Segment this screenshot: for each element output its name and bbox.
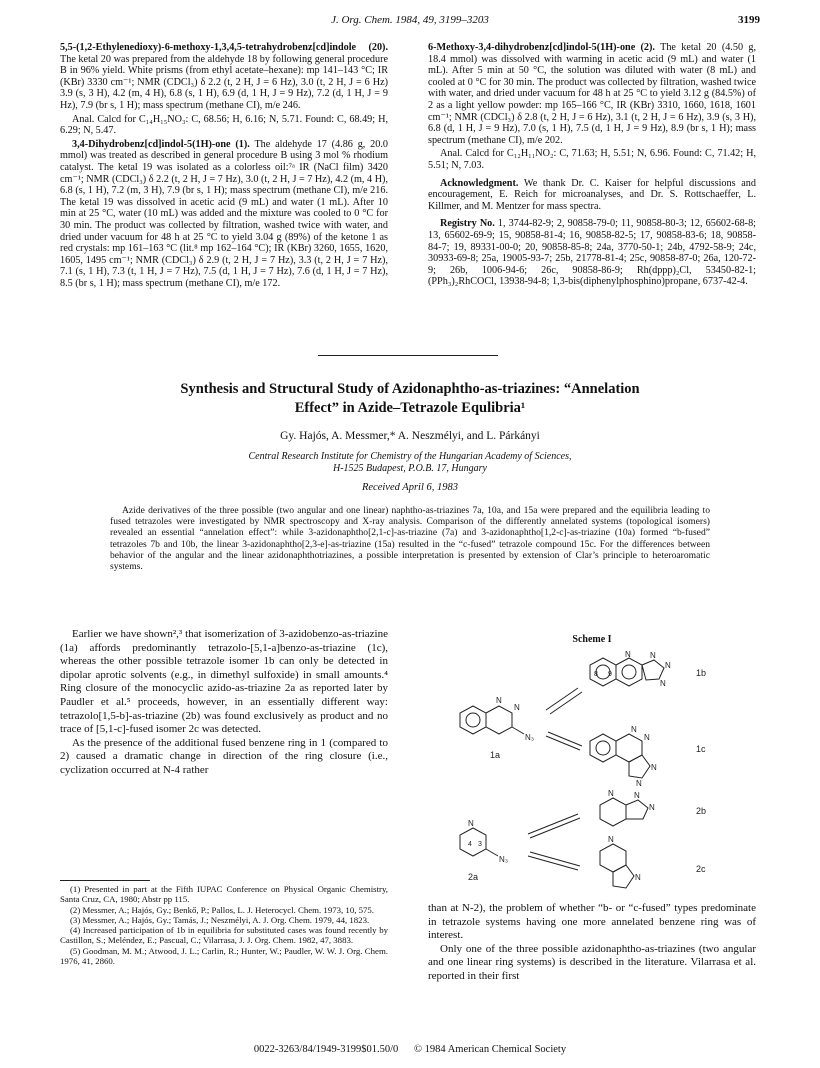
article-code: 0022-3263/84/1949-3199$01.50/0 <box>253 1044 399 1055</box>
compound-2-heading: 6-Methoxy-3,4-dihydrobenz[cd]indol-5(1H)-one (2). <box>428 42 655 53</box>
ring-number-9: 9 <box>608 671 612 678</box>
atom-n: N <box>625 650 631 659</box>
atom-n: N <box>468 819 474 828</box>
authors: Gy. Hajós, A. Messmer,* A. Neszmélyi, and L. Párkányi <box>280 430 540 442</box>
equilibrium-arrows-2 <box>528 814 580 870</box>
registry-heading: Registry No. <box>440 218 495 230</box>
azide-group: N₃ <box>525 733 535 742</box>
ring-number-3: 3 <box>478 841 482 848</box>
atom-n: N <box>635 873 641 882</box>
triazine-ring <box>616 658 642 686</box>
equilibrium-arrow <box>546 688 578 710</box>
tetrazole-ring <box>626 800 648 819</box>
atom-n: N <box>650 651 656 660</box>
atom-n: N <box>631 725 637 734</box>
footnote-3: (3) Messmer, A.; Hajós, Gy.; Tamás, J.; Neszmélyi, A. J. Org. Chem. 1979, 44, 1823. <box>70 914 370 925</box>
azide-group: N₃ <box>499 855 509 864</box>
atom-n: N <box>514 703 520 712</box>
triazine-ring <box>460 828 486 856</box>
experimental-column-right <box>428 42 756 290</box>
atom-n: N <box>660 679 666 688</box>
atom-n: N <box>634 791 640 800</box>
structure-1b <box>590 650 706 688</box>
structure-2a <box>460 819 508 882</box>
body-paragraph-3: than at N-2), the problem of whether “b- or “c-fused” types predominate in tetrazole systems having one more annelated benzene ring was of interest. <box>428 902 756 942</box>
atom-n: N <box>608 835 614 844</box>
scheme-1 <box>428 634 756 896</box>
affiliation-line-1: Central Research Institute for Chemistry of the Hungarian Academy of Sciences, <box>248 451 572 462</box>
footnote-1: (1) Presented in part at the Fifth IUPAC Conference on Physical Organic Chemistry, Santa Cruz, CA, 1980; Abstr pp 115. <box>60 884 388 905</box>
footnote-5: (5) Goodman, M. M.; Atwood, J. L.; Carlin, R.; Hunter, W.; Paudler, W. W. J. Org. Chem. 1976, 41, 2860. <box>60 945 388 967</box>
label-2a: 2a <box>468 872 479 882</box>
compound-20-text: The ketal 20 was prepared from the aldehyde 18 by following general procedure B in 96% yield. White prisms (from ethyl acetate–hexane): mp 141–143 °C; IR (KBr) 3330 cm⁻¹; NMR (CDCl₃) δ 2.2 (t, 2 H, J = 6 Hz), 3.0 (t, 2 H, J = 6 Hz) 3.9 (s, 3 H), 4.2 (m, 4 H), 6.8 (s, 1 H), 6.9 (d, 1 H, J = 9 Hz), 7.2 (d, 1 H, J = 9 Hz), 7.9 (br s, 1 H); mass spectrum (methane CI), m/e 246. <box>60 53 388 111</box>
triazine-ring <box>616 734 642 762</box>
body-column-left <box>60 628 388 778</box>
footnotes <box>60 884 388 966</box>
page-footer <box>60 1044 760 1055</box>
equilibrium-arrows-1 <box>546 688 582 750</box>
compound-1-heading: 3,4-Dihydrobenz[cd]indol-5(1H)-one (1). <box>72 138 250 150</box>
affiliation <box>70 451 750 475</box>
atom-n: N <box>496 696 502 705</box>
structure-2b <box>600 789 706 826</box>
received-date: Received April 6, 1983 <box>361 482 459 493</box>
title-line-2: Effect” in Azide–Tetrazole Equlibria¹ <box>294 400 526 416</box>
compound-2-analysis: Anal. Calcd for C₁₂H₁₁NO₂: C, 71.63; H, 5.51; N, 6.96. Found: C, 71.42; H, 5.51; N, 7.03. <box>428 148 756 171</box>
tetrazole-ring <box>613 865 634 888</box>
scheme-structures <box>428 648 756 894</box>
triazine-ring <box>600 798 626 826</box>
label-1c: 1c <box>696 744 706 754</box>
body-column-right <box>428 902 756 984</box>
atom-n: N <box>649 803 655 812</box>
acknowledgment-heading: Acknowledgment. <box>440 177 519 189</box>
registry-text: 1, 3744-82-9; 2, 90858-79-0; 11, 90858-80-3; 12, 65602-68-8; 13, 65602-69-9; 15, 90858-81-4; 16, 90858-82-5; 17, 90858-83-6; 18, 90858-84-7; 19, 89331-00-0; 20, 90858-85-8; 24a, 3770-50-1; 24b, 4792-58-9; 24c, 30933-69-8; 25a, 19005-93-7; 25b, 21778-81-4; 25c, 90858-87-0; 26a, 120-72-9; 26b, 1006-94-6; 26c, 90858-86-9; Rh(dppp)₂Cl, 53450-82-1; (PPh₃)₂RhCOCl, 13938-94-8; 1,3-bis(diphenylphosphino)propane, 6737-42-4. <box>428 218 756 288</box>
azide-bond <box>512 727 524 734</box>
aromatic-circle <box>466 713 480 727</box>
footnote-2: (2) Messmer, A.; Hajós, Gy.; Benkő, P.; Pallos, L. J. Heterocycl. Chem. 1973, 10, 575. <box>70 904 375 915</box>
abstract: Azide derivatives of the three possible (two angular and one linear) naphtho-as-triazines 7a, 10a, and 15a were prepared and the equilibria leading to fused tetrazoles were investigated by NMR spectroscopy and X-ray analysis. Comparison of the differently annelated systems (topological isomers) revealed an essential “annelation effect”: while 3-azidonaphtho[2,1-c]-as-triazine (7a) and 3-azidonaphtho[1,2-c]-as-triazine (10a) formed “b-fused” tetrazoles 7b and 10b, the linear 3-azidonaphtho[2,3-e]-as-triazine (15a) resulted in the “c-fused” tetrazole compound 15c. For the differences between behavior of the angular and the linear azidonaphthotriazines, a possible interpretation is presented by extension of Clar’s principle to heteroaromatic systems. <box>110 505 710 573</box>
equilibrium-arrow <box>528 814 578 834</box>
atom-n: N <box>608 789 614 798</box>
title-line-1: Synthesis and Structural Study of Azidonaphtho-as-triazines: “Annelation <box>180 381 640 397</box>
tetrazole-ring <box>642 660 664 680</box>
tetrazole-ring <box>629 755 650 778</box>
ring-number-8: 8 <box>594 671 598 678</box>
compound-20-analysis: Anal. Calcd for C₁₄H₁₅NO₃: C, 68.56; H, 6.16; N, 5.71. Found: C, 68.49; H, 6.29; N, 5.47. <box>60 113 388 137</box>
label-1a: 1a <box>490 750 501 760</box>
atom-n: N <box>651 763 657 772</box>
scheme-title: Scheme I <box>572 634 612 645</box>
compound-20-heading: 5,5-(1,2-Ethylenedioxy)-6-methoxy-1,3,4,5-tetrahydrobenz[cd]indole (20). <box>60 42 388 53</box>
footnote-rule <box>60 880 150 881</box>
journal-citation: J. Org. Chem. 1984, 49, 3199–3203 <box>331 14 489 26</box>
experimental-column-left <box>60 42 388 291</box>
label-1b: 1b <box>696 668 707 678</box>
aromatic-circle <box>622 665 636 679</box>
body-paragraph-1: Earlier we have shown²,³ that isomerization of 3-azidobenzo-as-triazine (1a) affords predominantly tetrazolo-[5,1-a]benzo-as-triazine (1c), whereas the other possible tetrazole isomer 1b can only be detected in dipolar aprotic solvents (e.g., in dimethyl sulfoxide) in small amounts.⁴ Ring closure of the monocyclic azido-as-triazine 2a as reported later by Paudler et al.⁵ proceeds, however, in an essentially different way: tetrazolo[1,5-b]-as-triazine (2b) was found exclusively as product and no trace of [5,1-c]-fused isomer 2c was detected. <box>60 628 388 736</box>
ring-number-4: 4 <box>468 841 472 848</box>
body-paragraph-2: As the presence of the additional fused benzene ring in 1 (compared to 2) caused a dramatic change in direction of the ring closure (i.e., cyclization occurred at N-4 rather <box>60 736 388 776</box>
benzene-ring <box>590 734 616 762</box>
atom-n: N <box>665 661 671 670</box>
triazine-ring <box>486 706 512 734</box>
equilibrium-arrow <box>530 818 580 838</box>
azide-bond <box>486 849 498 856</box>
footnote-4: (4) Increased participation of 1b in equilibria for substituted cases was found recently by Castillon, S.; Meléndez, E.; Pascual, C.; Vilarrasa, J. J. Org. Chem. 1982, 47, 3883. <box>60 925 388 946</box>
page-number: 3199 <box>738 14 760 26</box>
triazine-ring <box>600 844 626 872</box>
structure-1c <box>590 725 706 788</box>
compound-2-text: The ketal 20 (4.50 g, 18.4 mmol) was dissolved with warming in acetic acid (9 mL) and water (1 mL). After 5 min at 50 °C, the solution was diluted with water (8 mL) and cooled at 0 °C for 30 min. The product was collected by filtration, washed twice with water, and dried under vacuum for 48 h at 25 °C to yield 3.12 g (84.5%) of 2 as a light yellow powder: mp 165–166 °C, IR (KBr) 3310, 1660, 1618, 1601 cm⁻¹; NMR (CDCl₃) δ 2.8 (t, 2 H, J = 6 Hz), 3.1 (t, 2 H, J = 6 Hz), 3.9 (s, 3 H), 6.8 (d, 1 H, J = 9 Hz), 7.0 (s, 1 H), 7.5 (d, 1 H, J = 9 Hz), 8.9 (br s, 1 H); mass spectrum (methane CI), m/e 202. <box>428 42 756 146</box>
affiliation-line-2: H-1525 Budapest, P.O.B. 17, Hungary <box>333 463 487 474</box>
atom-n: N <box>636 779 642 788</box>
label-2b: 2b <box>696 806 707 816</box>
label-2c: 2c <box>696 864 706 874</box>
equilibrium-arrow <box>550 692 582 714</box>
body-paragraph-4: Only one of the three possible azidonaphtho-as-triazines (two angular and one linear ring systems) is described in the literature. Vilarrasa et al. reported in their first <box>428 942 756 982</box>
benzene-ring <box>460 706 486 734</box>
structure-1a <box>460 696 534 760</box>
article-separator <box>318 355 498 356</box>
copyright: © 1984 American Chemical Society <box>414 1044 567 1055</box>
compound-1-text: The aldehyde 17 (4.86 g, 20.0 mmol) was treated as described in general procedure B using 3 mol % rhodium catalyst. The ketal 19 was isolated as a colorless oil:⁷ᵃ IR (NaCl film) 3420 cm⁻¹; NMR (CDCl₃) δ 2.2 (t, 2 H, J = 7 Hz), 3.0 (t, 2 H, J = 7 Hz), 4.2 (m, 4 H), 6.8 (s, 1 H), 7.2 (m, 3 H), 7.9 (br s, 1 H); mass spectrum (methane CI), m/e 216. The ketal 19 was dissolved in acetic acid (9 mL) and water (1 mL). After 10 min at 25 °C, water (10 mL) was added and the mixture was cooled to 0 °C for 30 min. The product was collected by filtration, washed twice with water, and dried under vacuum for 48 h at 25 °C to yield 3.04 g (89%) of the ketone 1 as red crystals: mp 161–163 °C (lit.⁸ mp 162–164 °C); IR (KBr) 3260, 1655, 1620, 1605, 1495 cm⁻¹; NMR (CDCl₃) δ 2.9 (t, 2 H, J = 7 Hz), 3.3 (t, 2 H, J = 7 Hz), 7.1 (s, 1 H), 7.3 (t, 1 H, J = 7 Hz), 7.5 (d, 1 H, J = 7 Hz), 7.6 (d, 1 H, J = 7 Hz), 8.5 (br s, 1 H); mass spectrum (methane CI), m/e 172. <box>60 138 388 289</box>
aromatic-circle <box>596 741 610 755</box>
article-title <box>70 380 750 418</box>
atom-n: N <box>644 733 650 742</box>
acknowledgment-text: We thank Dr. C. Kaiser for helpful discussions and encouragement, E. Reich for microanalyses, and Dr. S. Rottschaeffer, L. Killmer, and M. Mentzer for mass spectra. <box>428 177 756 212</box>
structure-2c <box>600 835 706 888</box>
page-header <box>60 14 760 30</box>
